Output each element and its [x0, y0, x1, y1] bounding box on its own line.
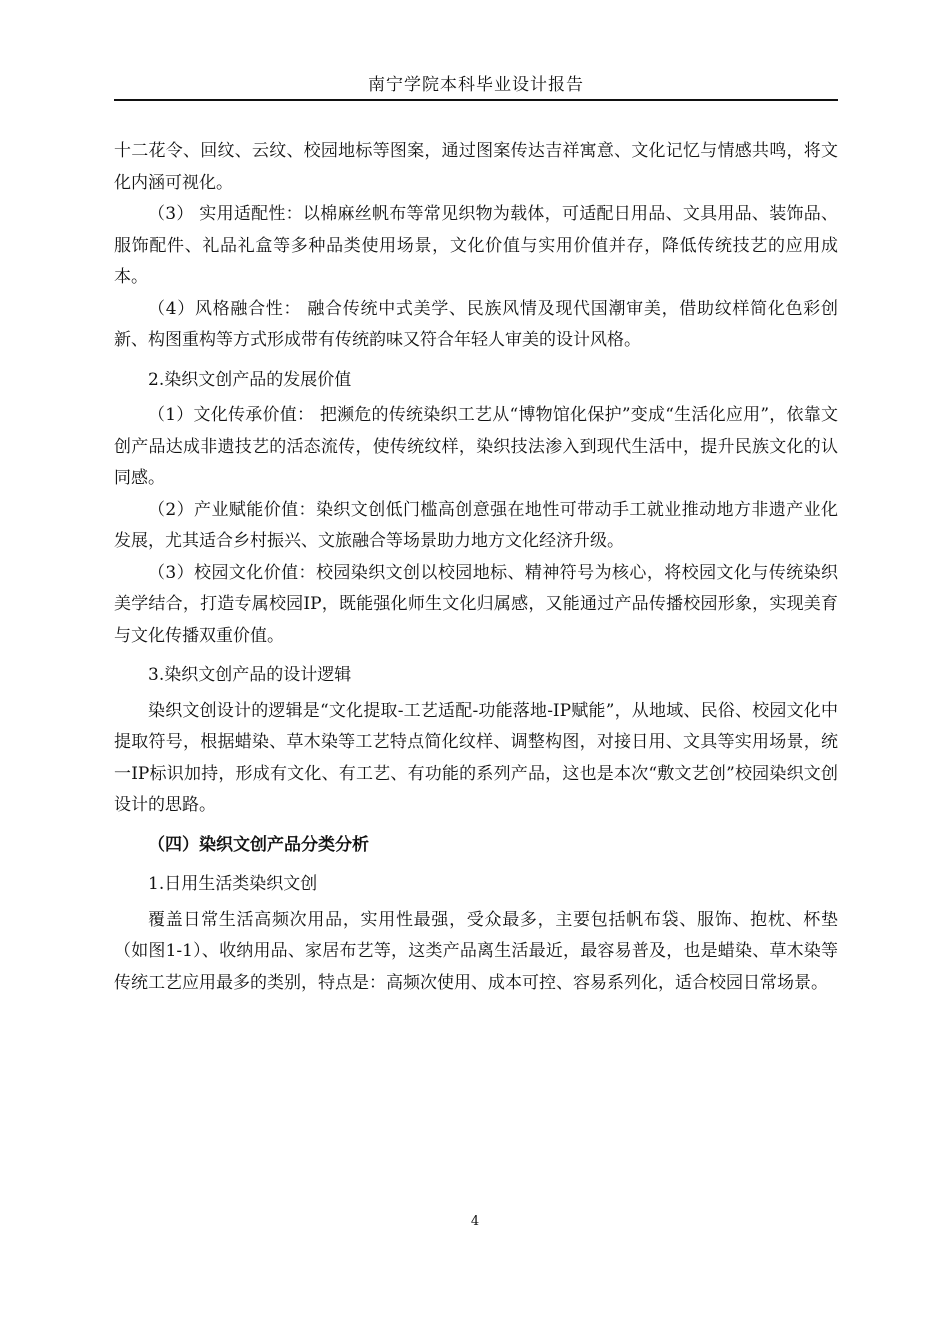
subheading-daily-life: 1.日用生活类染织文创	[148, 874, 318, 894]
body-text	[114, 136, 838, 999]
paragraph-industry-value: （2）产业赋能价值：染织文创低门槛高创意强在地性可带动手工就业推动地方非遗产业化发展，尤其适合乡村振兴、文旅融合等场景助力地方文化经济升级。	[114, 499, 838, 551]
paragraph-design-logic: 染织文创设计的逻辑是“文化提取-工艺适配-功能落地-IP赋能”，从地域、民俗、校园文化中提取符号，根据蜡染、草木染等工艺特点简化纹样、调整构图，对接日用、文具等实用场景，统一IP标识加持，形成有文化、有工艺、有功能的系列产品，这也是本次“敷文艺创”校园染织文创设计的思路。	[114, 700, 838, 815]
running-header: 南宁学院本科毕业设计报告	[368, 75, 584, 95]
paragraph-style-fusion: （4）风格融合性： 融合传统中式美学、民族风情及现代国潮审美，借助纹样简化色彩创新、构图重构等方式形成带有传统韵味又符合年轻人审美的设计风格。	[114, 298, 838, 350]
subheading-development-value: 2.染织文创产品的发展价值	[148, 369, 352, 390]
paragraph-practicality: （3） 实用适配性：以棉麻丝帆布等常见织物为载体，可适配日用品、文具用品、装饰品、服饰配件、礼品礼盒等多种品类使用场景，文化价值与实用价值并存，降低传统技艺的应用成本。	[114, 204, 838, 287]
section-heading-classification: （四）染织文创产品分类分析	[148, 834, 369, 855]
header-rule	[114, 99, 838, 101]
paragraph-continuation: 十二花令、回纹、云纹、校园地标等图案，通过图案传达吉祥寓意、文化记忆与情感共鸣，将文化内涵可视化。	[114, 141, 838, 193]
subheading-design-logic: 3.染织文创产品的设计逻辑	[148, 665, 352, 685]
paragraph-cultural-heritage: （1）文化传承价值： 把濒危的传统染织工艺从“博物馆化保护”变成“生活化应用”，依靠文创产品达成非遗技艺的活态流传，使传统纹样，染织技法渗入到现代生活中，提升民族文化的认同感。	[114, 405, 838, 488]
paragraph-daily-life: 覆盖日常生活高频次用品，实用性最强，受众最多，主要包括帆布袋、服饰、抱枕、杯垫（如图1-1）、收纳用品、家居布艺等，这类产品离生活最近，最容易普及，也是蜡染、草木染等传统工艺应用最多的类别，特点是：高频次使用、成本可控、容易系列化，适合校园日常场景。	[114, 909, 838, 993]
paragraph-campus-value: （3）校园文化价值：校园染织文创以校园地标、精神符号为核心，将校园文化与传统染织美学结合，打造专属校园IP，既能强化师生文化归属感，又能通过产品传播校园形象，实现美育与文化传播双重价值。	[114, 562, 838, 646]
page-number: 4	[470, 1214, 480, 1229]
